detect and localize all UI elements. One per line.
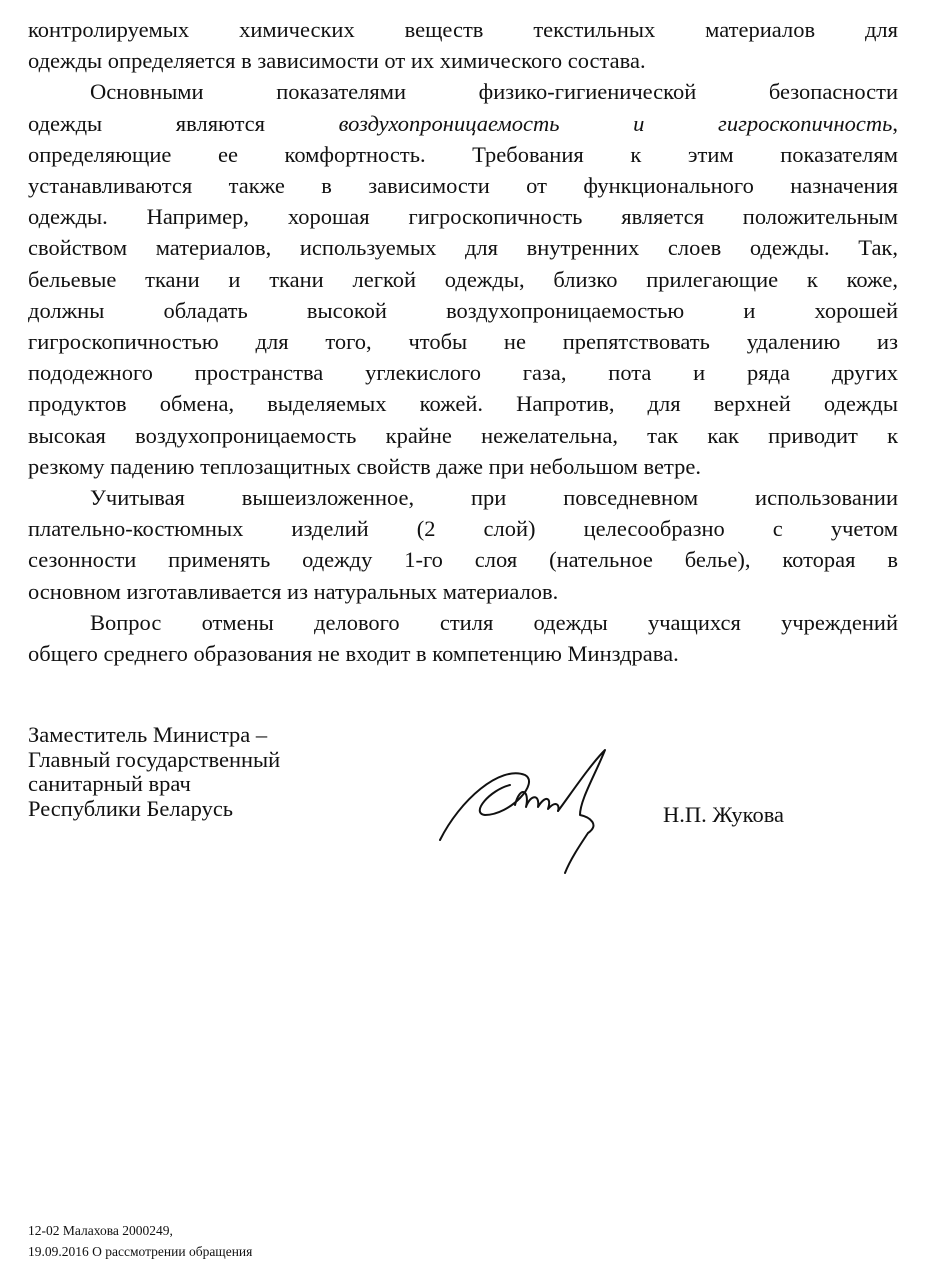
- signatory-title: [28, 723, 280, 821]
- paragraph: [28, 607, 898, 669]
- text-line: одежды определяется в зависимости от их химического состава.: [28, 48, 646, 74]
- text-line: контролируемых химических веществ текстильных материалов для: [28, 17, 898, 42]
- text-line: должны обладать высокой воздухопроницаемостью и хорошей: [28, 297, 898, 323]
- text-line: гигроскопичностью для того, чтобы не препятствовать удалению из: [28, 329, 898, 355]
- text-line: плательно-костюмных изделий (2 слой) целесообразно с учетом: [28, 516, 898, 542]
- letter-body: [28, 14, 898, 669]
- text-line: определяющие ее комфортность. Требования к этим показателям: [28, 141, 898, 167]
- paragraph: [28, 76, 898, 482]
- text-line: [28, 108, 898, 139]
- document-footer: [28, 1220, 252, 1262]
- paragraph: [28, 14, 898, 76]
- text-line: продуктов обмена, выделяемых кожей. Напротив, для верхней одежды: [28, 391, 898, 417]
- text-line: основном изготавливается из натуральных материалов.: [28, 578, 559, 604]
- signer-name: Н.П. Жукова: [663, 802, 785, 827]
- text-line: сезонности применять одежду 1-го слоя (нательное белье), которая в: [28, 547, 898, 573]
- text-line: общего среднего образования не входит в компетенцию Минздрава.: [28, 641, 679, 667]
- text-line: высокая воздухопроницаемость крайне нежелательна, так как приводит к: [28, 422, 898, 448]
- signatory-title-line: санитарный врач: [28, 771, 191, 796]
- text-line: бельевые ткани и ткани легкой одежды, близко прилегающие к коже,: [28, 266, 898, 292]
- text-line: резкому падению теплозащитных свойств даже при небольшом ветре.: [28, 453, 701, 479]
- italic-emphasis: воздухопроницаемость и гигроскопичность: [338, 110, 893, 136]
- handwritten-signature: [430, 745, 650, 875]
- signatory-title-line: Республики Беларусь: [28, 795, 234, 821]
- text-line: пододежного пространства углекислого газа, пота и ряда других: [28, 360, 898, 386]
- footer-executor: 12-02 Малахова 2000249,: [28, 1223, 173, 1238]
- signatory-title-line: Заместитель Министра –: [28, 722, 268, 747]
- text-fragment: одежды являются: [28, 110, 339, 136]
- text-line: Вопрос отмены делового стиля одежды учащихся учреждений: [90, 609, 898, 635]
- signatory-title-line: Главный государственный: [28, 746, 281, 772]
- text-line: свойством материалов, используемых для внутренних слоев одежды. Так,: [28, 235, 898, 261]
- text-line: устанавливаются также в зависимости от функционального назначения: [28, 173, 898, 199]
- text-line: одежды. Например, хорошая гигроскопичность является положительным: [28, 204, 898, 230]
- text-line: Учитывая вышеизложенное, при повседневном использовании: [90, 485, 898, 511]
- paragraph: [28, 482, 898, 607]
- footer-date-subject: 19.09.2016 О рассмотрении обращения: [28, 1244, 253, 1259]
- text-fragment: ,: [892, 110, 898, 136]
- text-line: Основными показателями физико-гигиенической безопасности: [90, 79, 898, 105]
